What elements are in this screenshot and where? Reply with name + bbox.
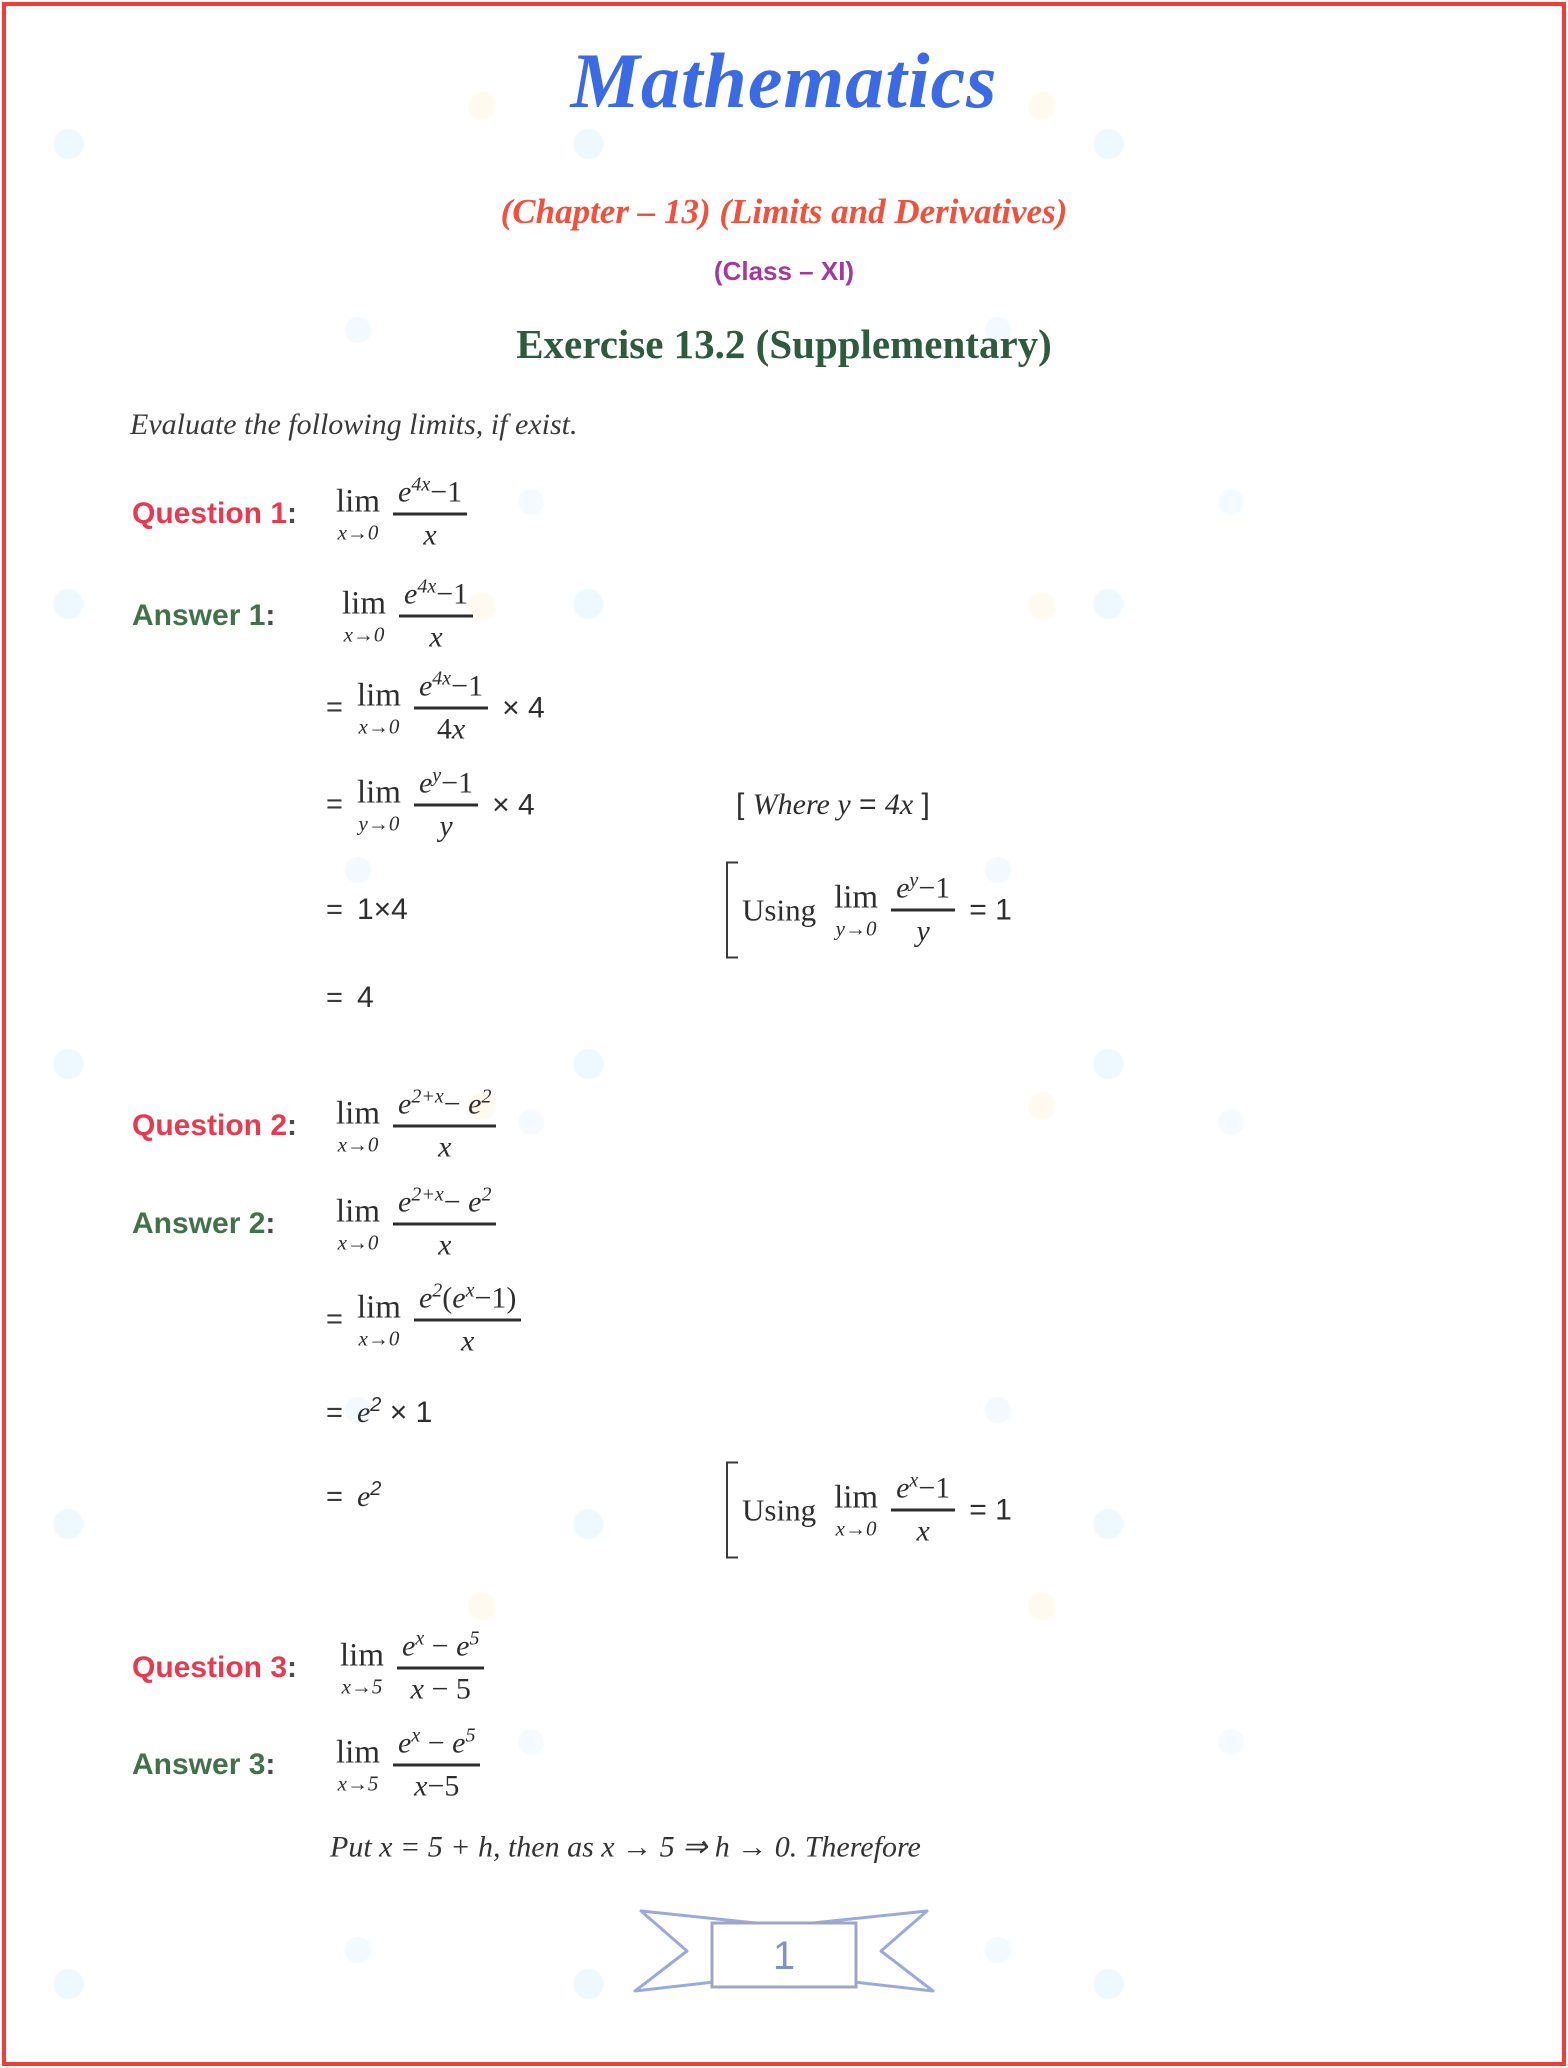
page-number: 1 (772, 1934, 796, 1978)
class-line: (Class – XI) (713, 256, 855, 286)
question-2-label (132, 1109, 297, 1143)
label-colon: : (265, 599, 276, 632)
label-colon: : (287, 1109, 298, 1142)
answer-1-step-4: = 1×4 (326, 893, 408, 926)
answer-1-result: = 4 (326, 981, 374, 1014)
answer-2-label (132, 1207, 275, 1241)
answer-1-label (132, 599, 275, 633)
question-3-label-text: Question 3 (132, 1651, 288, 1684)
answer-2-step-2: = lim x→0 $\frac{e^2(e^x-1)}{x}$ (326, 1284, 525, 1357)
answer-3-label-text: Answer 3 (132, 1748, 266, 1781)
label-colon: : (265, 1748, 276, 1781)
question-1-label-text: Question 1 (132, 497, 288, 530)
question-2-label-text: Question 2 (132, 1109, 288, 1142)
answer-2-result: = $e^2$ (326, 1478, 382, 1513)
question-3-expression: lim x→5 $\frac{e^x - e^5}{x - 5}$ (340, 1632, 488, 1705)
page-number-ribbon (621, 1898, 947, 2010)
label-colon: : (265, 1207, 276, 1240)
answer-3-step-1: lim x→5 $\frac{e^x - e^5}{x-5}$ (336, 1729, 484, 1802)
using-limit-annotation-2: Using lim x→0 $\frac{e^x-1}{x}$ = 1 (726, 1462, 1568, 1559)
question-3-label (132, 1651, 297, 1685)
page-title: Mathematics (570, 37, 998, 124)
where-substitution-annotation: [ Where y = 4x ] (736, 788, 930, 821)
answer-2-step-3: = $e^2 \times 1$ (326, 1394, 433, 1429)
question-2-expression: lim x→0 $\frac{e^{2+x}- e^2}{x}$ (336, 1090, 500, 1163)
answer-1-step-1: lim x→0 $\frac{e^{4x}-1}{x}$ (342, 580, 477, 653)
answer-1-step-3: = lim y→0 $\frac{e^y-1}{y}$ × 4 (326, 764, 535, 843)
answer-1-label-text: Answer 1 (132, 599, 266, 632)
answer-3-label (132, 1748, 275, 1782)
chapter-subtitle: (Chapter – 13) (Limits and Derivatives) (500, 192, 1068, 231)
question-1-expression: lim x→0 $\frac{e^{4x}-1}{x}$ (336, 478, 471, 551)
label-colon: : (287, 1651, 298, 1684)
answer-2-label-text: Answer 2 (132, 1207, 266, 1240)
question-1-label (132, 497, 297, 531)
answer-2-step-1: lim x→0 $\frac{e^{2+x}- e^2}{x}$ (336, 1188, 500, 1261)
answer-3-substitution-note: Put x = 5 + h, then as x → 5 ⇒ h → 0. Therefore (330, 1830, 921, 1864)
intro-instruction: Evaluate the following limits, if exist. (130, 408, 578, 441)
label-colon: : (287, 497, 298, 530)
exercise-heading: Exercise 13.2 (Supplementary) (516, 321, 1052, 367)
using-limit-annotation-1: Using lim y→0 $\frac{e^y-1}{y}$ = 1 (726, 862, 1568, 959)
answer-1-step-2: = lim x→0 $\frac{e^{4x}-1}{4x}$ × 4 (326, 667, 545, 746)
